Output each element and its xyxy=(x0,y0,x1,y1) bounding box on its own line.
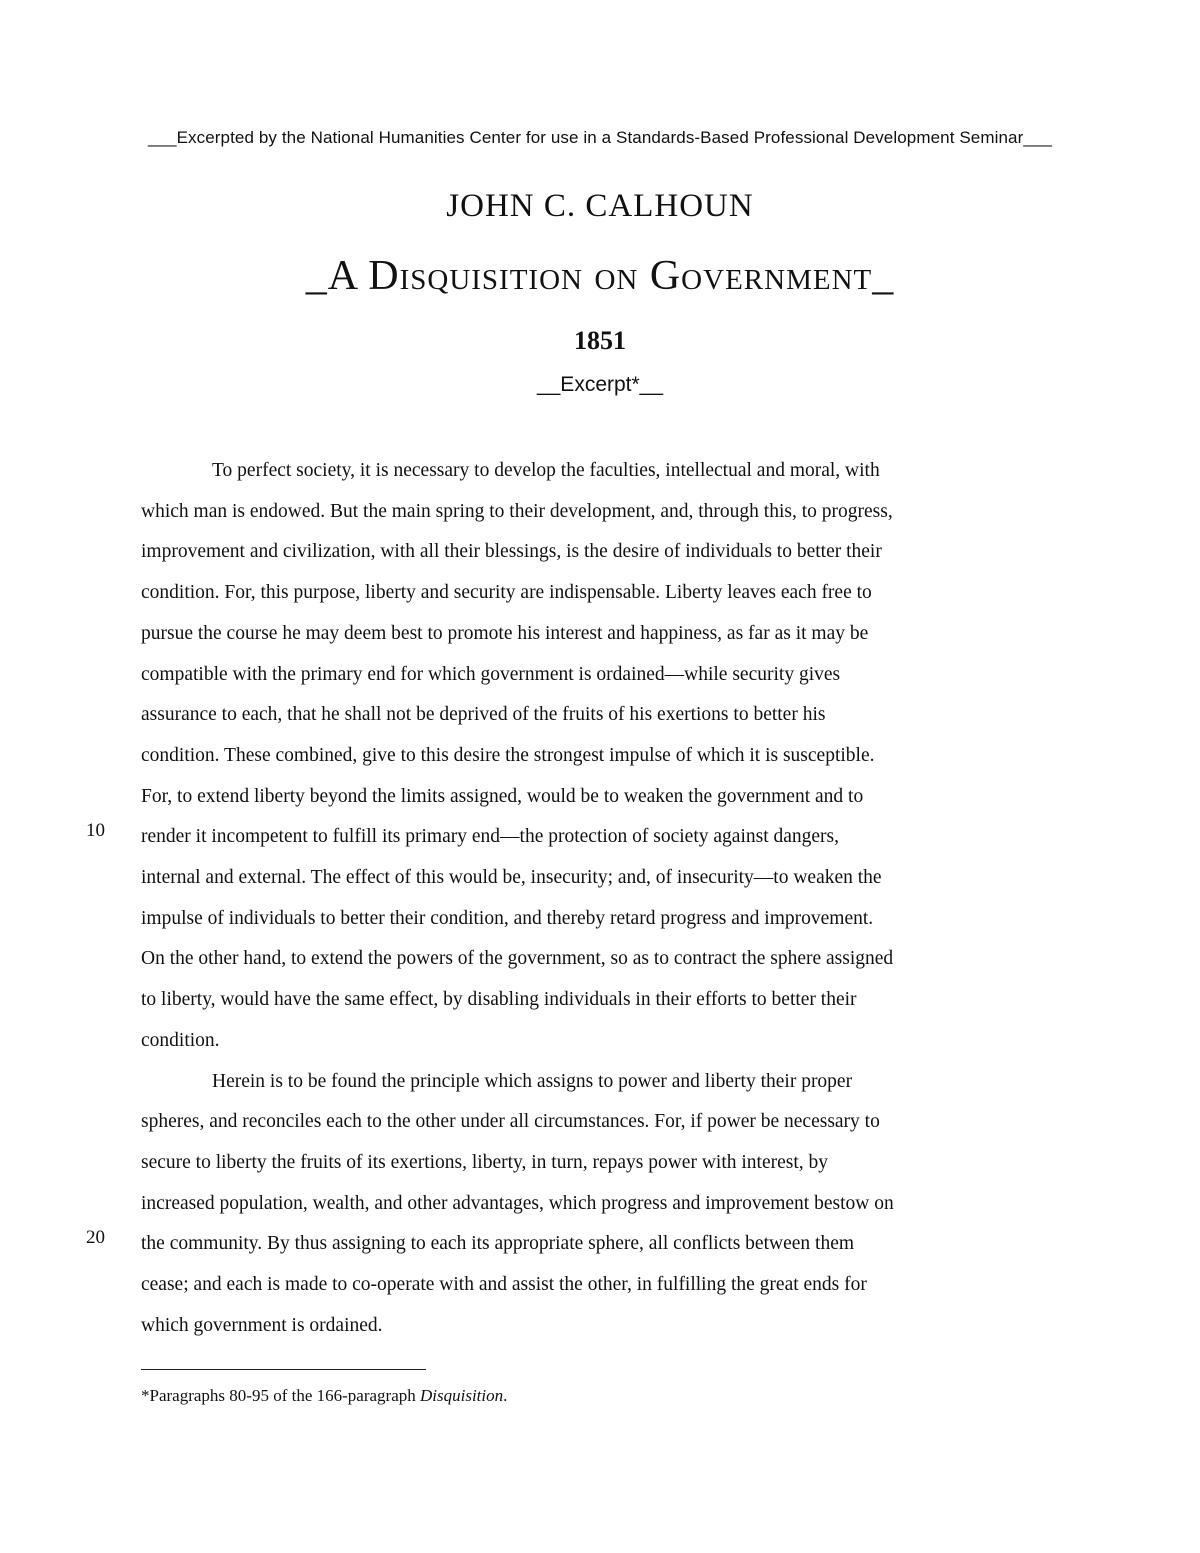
footnote-work-title: Disquisition xyxy=(420,1386,504,1405)
text-line: cease; and each is made to co-operate with and assist the other, in fulfilling the great ends for xyxy=(141,1274,867,1296)
text-line: render it incompetent to fulfill its primary end—the protection of society against dangers, xyxy=(141,826,840,848)
body-text xyxy=(141,451,1061,1346)
text-line: assurance to each, that he shall not be deprived of the fruits of his exertions to better his xyxy=(141,704,826,726)
text-line: which man is endowed. But the main spring to their development, and, through this, to progress, xyxy=(141,500,893,522)
footnote xyxy=(141,1386,507,1406)
text-line: condition. For, this purpose, liberty and security are indispensable. Liberty leaves each free to xyxy=(141,582,872,604)
text-line: increased population, wealth, and other advantages, which progress and improvement bestow on xyxy=(141,1192,894,1214)
publication-year: 1851 xyxy=(574,326,626,355)
paragraph-2 xyxy=(141,1062,1061,1347)
text-line: pursue the course he may deem best to promote his interest and happiness, as far as it may be xyxy=(141,622,869,644)
excerpt-label: __Excerpt*__ xyxy=(536,373,664,396)
footnote-divider xyxy=(141,1369,426,1370)
text-line: compatible with the primary end for which government is ordained—while security gives xyxy=(141,663,841,685)
text-line: condition. These combined, give to this desire the strongest impulse of which it is susceptible. xyxy=(141,744,875,766)
paragraph-1 xyxy=(141,451,1061,1062)
text-line: the community. By thus assigning to each its appropriate sphere, all conflicts between them xyxy=(141,1233,855,1255)
text-line: To perfect society, it is necessary to develop the faculties, intellectual and moral, with xyxy=(212,460,880,481)
text-line: improvement and civilization, with all their blessings, is the desire of individuals to better their xyxy=(141,541,882,563)
author-name: JOHN C. CALHOUN xyxy=(446,188,754,224)
text-line: On the other hand, to extend the powers of the government, so as to contract the sphere assigned xyxy=(141,948,894,970)
text-line: to liberty, would have the same effect, by disabling individuals in their efforts to better their xyxy=(141,989,857,1011)
text-line: spheres, and reconciles each to the other under all circumstances. For, if power be necessary to xyxy=(141,1111,880,1133)
footnote-period: . xyxy=(503,1386,508,1405)
footnote-text: *Paragraphs 80-95 of the 166-paragraph xyxy=(141,1386,420,1405)
text-line: Herein is to be found the principle which assigns to power and liberty their proper xyxy=(212,1070,853,1092)
text-line: condition. xyxy=(141,1029,220,1051)
text-line: which government is ordained. xyxy=(141,1314,383,1336)
excerpt-source-note: ___Excerpted by the National Humanities Center for use in a Standards-Based Professional Development Seminar___ xyxy=(147,128,1053,147)
text-line: For, to extend liberty beyond the limits assigned, would be to weaken the government and to xyxy=(141,785,864,807)
line-number-10: 10 xyxy=(86,820,105,841)
text-line: internal and external. The effect of this would be, insecurity; and, of insecurity—to weaken the xyxy=(141,867,882,889)
text-line: secure to liberty the fruits of its exertions, liberty, in turn, repays power with interest, by xyxy=(141,1151,829,1173)
document-title: _A Disquisition on Government_ xyxy=(305,253,895,299)
text-line: impulse of individuals to better their condition, and thereby retard progress and improvement. xyxy=(141,907,874,929)
line-number-20: 20 xyxy=(86,1227,105,1248)
